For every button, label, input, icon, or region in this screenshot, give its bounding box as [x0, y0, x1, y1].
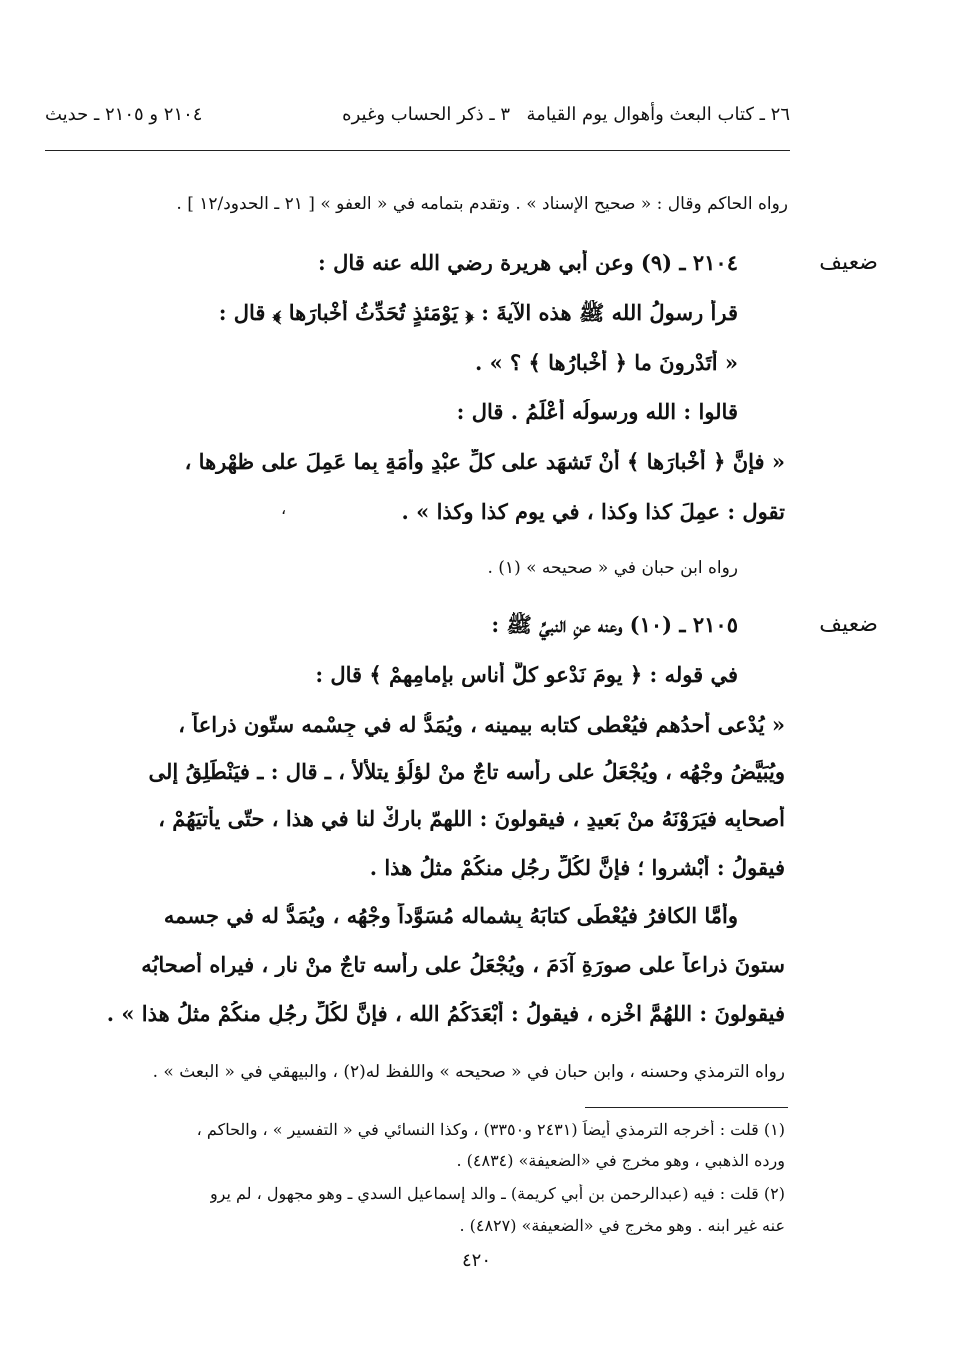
hadith-2104-line-6: تقول : عمِلَ كذا وكذا ، في يوم كذا وكذا » . — [401, 499, 785, 524]
running-header — [45, 95, 790, 135]
hadith-2104-line-1: ٢١٠٤ ـ (٩) وعن أبي هريرة رضي الله عنه قال : — [318, 250, 738, 275]
hadith-2105-line-7: وأمَّا الكافرُ فيُعْطَى كتابَهُ بِشماله مُسَوَّداً وجْهُه ، ويُمَدُّ له في جسمه — [163, 903, 738, 928]
header-hadith-range: ٢١٠٤ و ٢١٠٥ ـ حديث — [45, 104, 203, 125]
footnote-2-line-1: (٢) قلت : فيه (عبدالرحمن بن أبي كريمة) ـ والد إسماعيل السدي ـ وهو مجهول ، لم يرو — [209, 1184, 785, 1203]
hadith-2105-line-8: ستونَ ذراعاً على صورَةِ آدَمَ ، ويُجْعَلُ على رأْسه تاجٌ منْ نارٍ ، فيراه أصحابُه — [141, 952, 785, 977]
hadith-2105-line-6: فيقولُ : أبْشروا ؛ فإنَّ لكُلِّ رجُلٍ منكُمْ مثلُ هذا . — [369, 855, 785, 880]
hadith-2104-source: رواه ابن حبان في « صحيحه » (١) . — [487, 558, 738, 578]
header-chapter-title: ٣ ـ ذكر الحساب وغيره — [342, 104, 510, 125]
hadith-2104-line-5: « فإنَّ ﴿ أخْبارَها ﴾ أنْ تَشهَد على كلِّ عبْدٍ وأمَةٍ بِما عَمِلَ على ظهْرِها ، — [184, 449, 785, 474]
hadith-2105-source: رواه الترمذي وحسنه ، وابن حبان في « صحيحه » واللفظ له(٢) ، والبيهقي في « البعث » . — [152, 1062, 785, 1082]
hadith-2105-line-4: ويُبَيَّضُ وجْهُه ، ويُجْعَلُ على رأسه تاجٌ منْ لؤلُؤٍ يتلألأُ ، ـ قال : ـ فيَنْطَلِقُ إلى — [148, 759, 785, 784]
footnote-1-line-1: (١) قلت : أخرجه الترمذي أيضاً (٢٤٣١ و٣٣٥٠) ، وكذا النسائي في « التفسير » ، والحاكم ، — [196, 1120, 785, 1139]
hadith-2104-line-3: « أتَدْرونَ ما ﴿ أخْبارُها ﴾ ؟ » . — [474, 350, 738, 375]
hadith-2105-line-5: أصحابِه فيَرَوْنَهُ منْ بَعيدٍ ، فيقولونَ : اللهمّ باركْ لنا في هذا ، حتّى يأْتيَهُمْ ، — [158, 806, 785, 831]
footnote-divider — [585, 1107, 788, 1108]
stray-mark: ، — [281, 499, 287, 518]
hadith-grade-2105: ضعيف — [819, 612, 878, 637]
hadith-2105-line-3: « يُدْعى أحدُهم فيُعْطى كتابه بيمينه ، ويُمَدُّ له في جِسْمه ستّون ذراعاً ، — [178, 712, 785, 737]
hadith-2105-line-2: في قوله : ﴿ يومَ نَدْعو كلَّ أُناسٍ بإمامِهِمْ ﴾ قال : — [315, 662, 738, 687]
footnote-1-line-2: ورده الذهبي ، وهو مخرج في «الضعيفة» (٤٨٣٤) . — [456, 1151, 785, 1170]
footnote-2-line-2: عنه غير ابنه . وهو مخرج في «الضعيفة» (٤٨٢٧) . — [459, 1216, 785, 1235]
intro-source-line: رواه الحاكم وقال : « صحيح الإسناد » . وتقدم بتمامه في « العفو » [ ٢١ ـ الحدود/١٢ ] . — [176, 194, 788, 214]
header-book-title: ٢٦ ـ كتاب البعث وأهوال يوم القيامة — [526, 104, 790, 125]
hadith-2105-line-9: فيقولونَ : اللهُمَّ اخْزِه ، فيقولُ : أبْعَدَكُمُ الله ، فإنَّ لكُلِّ رجُلٍ منكُمْ مثلُ هذا » . — [106, 1001, 785, 1026]
page-number: ٤٢٠ — [461, 1250, 491, 1271]
hadith-2105-line-1: ٢١٠٥ ـ (١٠) وعنه عنِ النبيِّ ﷺ : — [491, 612, 738, 637]
hadith-grade-2104: ضعيف — [819, 250, 878, 275]
hadith-2104-line-2: قرأ رسولُ الله ﷺ هذه الآيةَ : ﴿ يَوْمَئذٍ تُحَدِّثُ أَخْبارَها ﴾ قال : — [218, 300, 738, 325]
header-divider — [45, 150, 790, 151]
hadith-2104-line-4: قالوا : الله ورسولُه أعْلَمُ . قال : — [456, 399, 738, 424]
